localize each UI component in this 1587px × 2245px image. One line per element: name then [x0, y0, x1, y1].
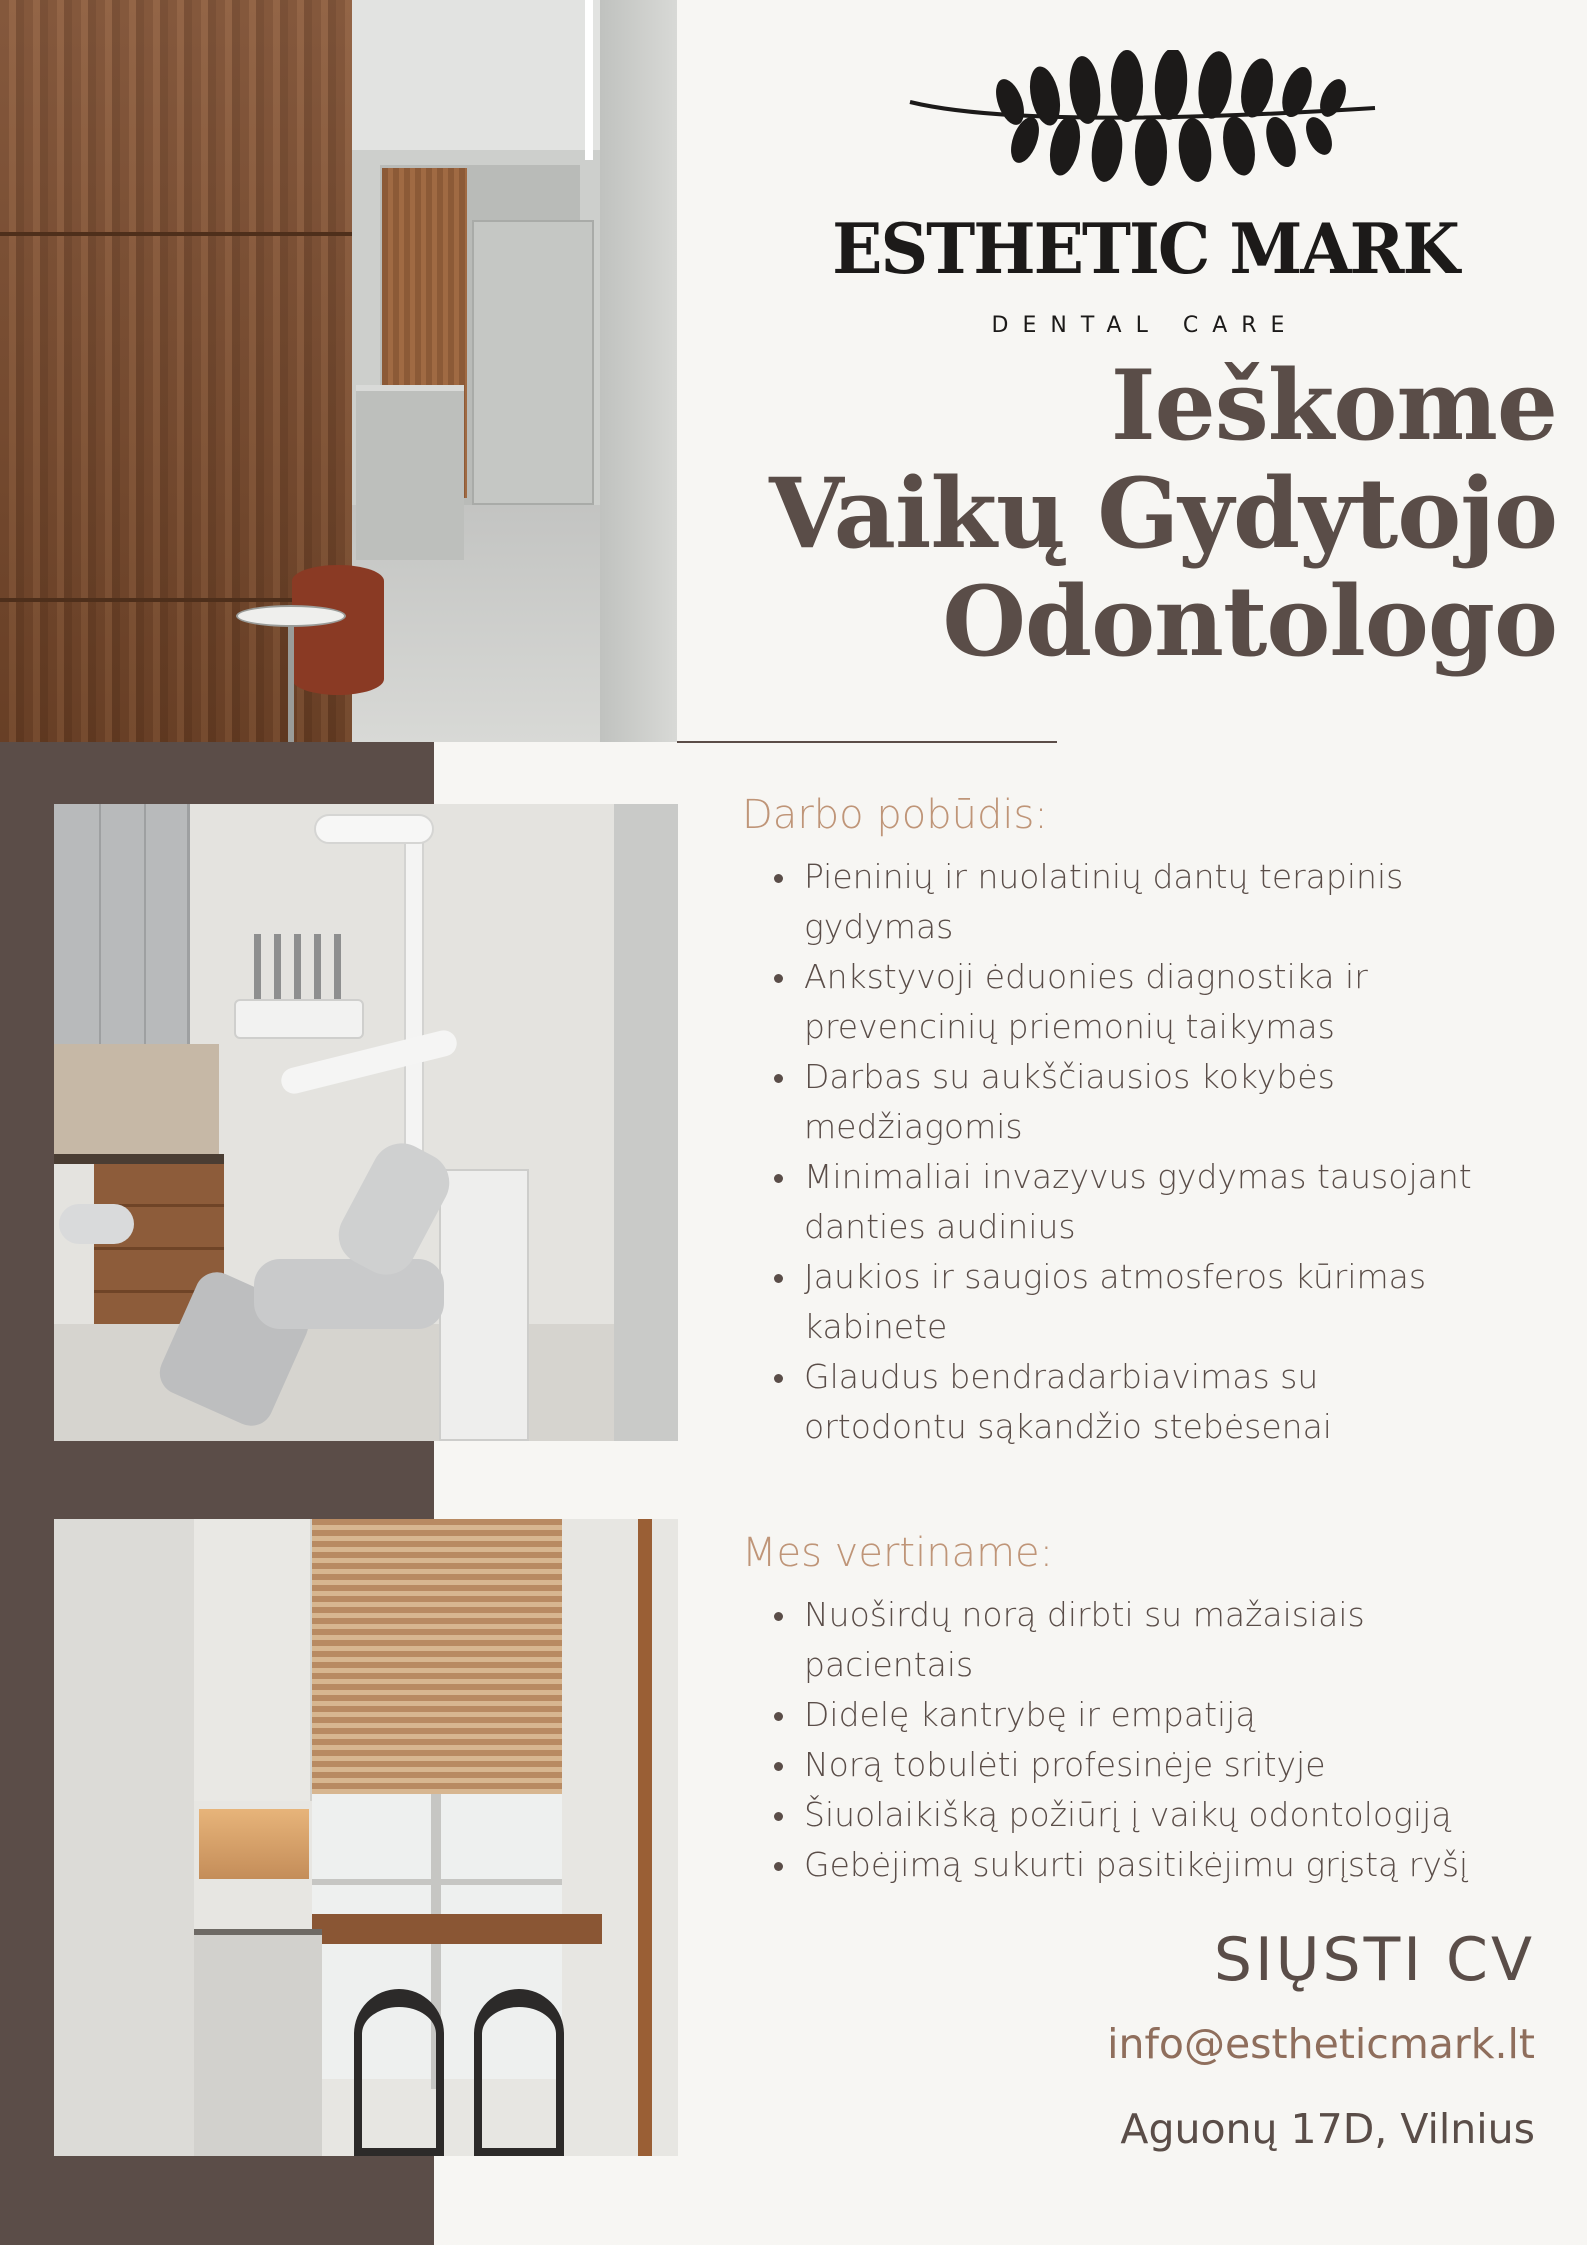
list-item: Ankstyvoji ėduonies diagnostika ir — [742, 952, 1562, 1002]
dental-office-photo — [54, 804, 678, 1441]
list-item-continuation: prevencinių priemonių taikymas — [804, 1007, 1335, 1046]
divider-line — [677, 741, 1057, 743]
page-title — [757, 349, 1557, 678]
section-heading-work: Darbo pobūdis: — [742, 792, 1048, 838]
title-line-2: Vaikų Gydytojo — [769, 457, 1557, 570]
fern-leaf-icon — [905, 50, 1385, 190]
brand-tagline: DENTAL CARE — [991, 313, 1299, 338]
values-list — [742, 1590, 1562, 1890]
list-item: Šiuolaikišką požiūrį į vaikų odontologiją — [742, 1790, 1562, 1840]
list-item-continuation: kabinete — [804, 1307, 948, 1346]
kitchenette-photo — [54, 1519, 678, 2156]
list-item: Norą tobulėti profesinėje srityje — [742, 1740, 1562, 1790]
title-line-3: Odontologo — [942, 565, 1557, 678]
list-item-continuation: medžiagomis — [804, 1107, 1023, 1146]
list-item: Gebėjimą sukurti pasitikėjimu grįstą ryšį — [742, 1840, 1562, 1890]
list-item: Nuoširdų norą dirbti su mažaisiais — [742, 1590, 1562, 1640]
work-list — [742, 852, 1562, 1452]
email-link[interactable]: info@estheticmark.lt — [1107, 2020, 1535, 2068]
list-item: Didelę kantrybę ir empatiją — [742, 1690, 1562, 1740]
list-item: Glaudus bendradarbiavimas su — [742, 1352, 1562, 1402]
brand-name: ESTHETIC MARK — [832, 208, 1458, 290]
send-cv-heading: SIŲSTI CV — [1213, 1925, 1535, 1995]
title-line-1: Ieškome — [1110, 349, 1557, 462]
values-section — [742, 1530, 1562, 1890]
section-heading-values: Mes vertiname: — [742, 1530, 1054, 1576]
list-item-continuation: ortodontu sąkandžio stebėsenai — [804, 1407, 1332, 1446]
list-item-continuation: gydymas — [804, 907, 954, 946]
work-description-section — [742, 792, 1562, 1452]
list-item: Jaukios ir saugios atmosferos kūrimas — [742, 1252, 1562, 1302]
list-item: Darbas su aukščiausios kokybės — [742, 1052, 1562, 1102]
list-item-continuation: pacientais — [804, 1645, 974, 1684]
list-item-continuation: danties audinius — [804, 1207, 1076, 1246]
list-item: Pieninių ir nuolatinių dantų terapinis — [742, 852, 1562, 902]
corridor-photo — [0, 0, 677, 742]
list-item: Minimaliai invazyvus gydymas tausojant — [742, 1152, 1562, 1202]
address-text: Aguonų 17D, Vilnius — [1120, 2105, 1535, 2153]
